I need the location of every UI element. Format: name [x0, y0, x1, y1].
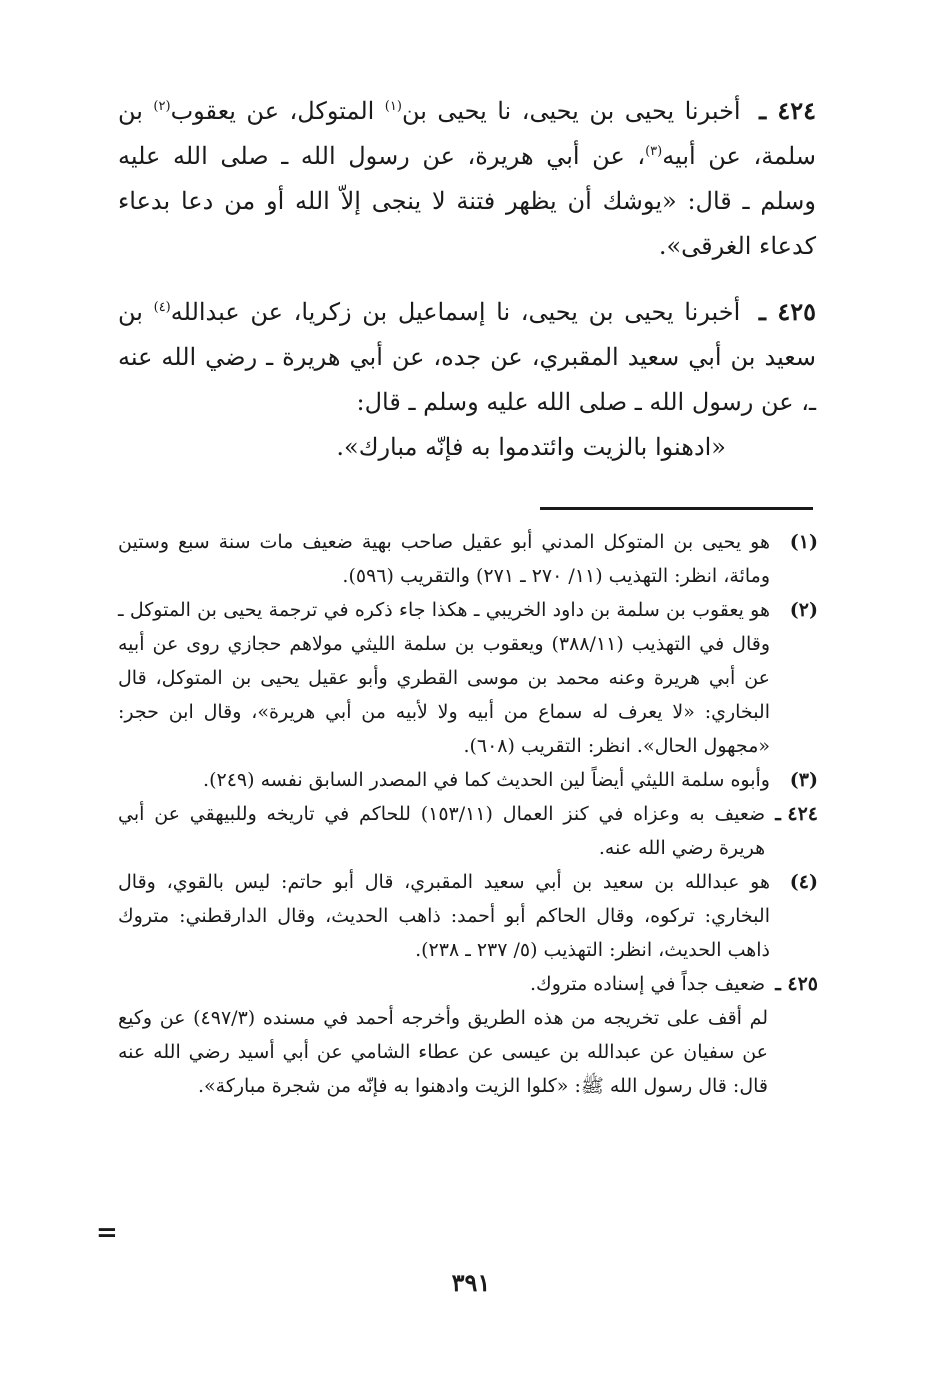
hadith-number: ٤٢٤ ـ: [775, 803, 818, 825]
hadith-425: [118, 289, 816, 470]
main-text: [118, 88, 816, 490]
hadith-quote: «ادهنوا بالزيت وائتدموا به فإنّه مبارك».: [336, 433, 726, 461]
footnote-number: (٢): [789, 599, 818, 621]
hadith-text: أخبرنا يحيى بن يحيى، نا يحيى بن: [401, 97, 741, 125]
footnote-3: [118, 763, 818, 797]
hadith-text: المتوكل، عن يعقوب: [170, 97, 375, 125]
footnote-text: وأبوه سلمة الليثي أيضاً لين الحديث كما في المصدر السابق نفسه (٢٤٩).: [203, 769, 770, 791]
hadith-424: [118, 88, 816, 269]
hadith-number: ٤٢٥ ـ: [758, 297, 816, 326]
footnote-ref[interactable]: (٤): [153, 300, 171, 315]
footnote-number: (٤): [789, 871, 818, 893]
footnote-ref[interactable]: (٣): [645, 144, 663, 159]
hadith-number: ٤٢٥ ـ: [775, 973, 818, 995]
footnote-text: هو عبدالله بن سعيد بن أبي سعيد المقبري، قال أبو حاتم: ليس بالقوي، وقال البخاري: تركوه، وقال الحاكم أبو أحمد: ذاهب الحديث، وقال الدارقطني: متروك ذاهب الحديث، انظر: التهذيب (٥/ ٢٣٧ ـ ٢٣٨).: [118, 871, 770, 961]
footnote-text: هو يحيى بن المتوكل المدني أبو عقيل صاحب بهية ضعيف مات سنة سبع وستين ومائة، انظر: التهذيب (١١/ ٢٧٠ ـ ٢٧١) والتقريب (٥٩٦).: [118, 531, 770, 587]
footnote-number: (٣): [789, 769, 818, 791]
hadith-text: أخبرنا يحيى بن يحيى، نا إسماعيل بن زكريا، عن عبدالله: [170, 298, 741, 326]
footnote-ref[interactable]: (٢): [153, 99, 171, 114]
hadith-text: بن سعيد بن أبي سعيد المقبري، عن جده، عن أبي هريرة ـ رضي الله عنه ـ، عن رسول الله ـ صلى الله عليه وسلم ـ قال:: [118, 298, 816, 416]
footnotes: [118, 525, 818, 1103]
page-number: ٣٩١: [451, 1268, 491, 1297]
continuation-mark: =: [96, 1218, 118, 1248]
hadith-text: بن سلمة، عن أبيه: [118, 97, 816, 170]
footnote-ref[interactable]: (١): [384, 99, 402, 114]
footnote-2: [118, 593, 818, 763]
takhrij-continuation: لم أقف على تخريجه من هذه الطريق وأخرجه أحمد في مسنده (٤٩٧/٣) عن وكيع عن سفيان عن عبدالله بن عيسى عن عطاء الشامي عن أبي أسيد رضي الله عنه قال: قال رسول الله ﷺ: «كلوا الزيت وادهنوا به فإنّه من شجرة مباركة».: [118, 1007, 768, 1097]
footnote-text: هو يعقوب بن سلمة بن داود الخريبي ـ هكذا جاء ذكره في ترجمة يحيى بن المتوكل ـ وقال في التهذيب (٣٨٨/١١) ويعقوب بن سلمة الليثي مولاهم حجازي روى عن أبيه عن أبي هريرة وعنه محمد بن موسى القطري وأبو عقيل يحيى بن المتوكل، قال البخاري: «لا يعرف له سماع من أبيه ولا لأبيه من أبي هريرة»، وقال ابن حجر: «مجهول الحال». انظر: التقريب (٦٠٨).: [118, 599, 770, 757]
takhrij-text: ضعيف جداً في إسناده متروك.: [530, 973, 766, 995]
takhrij-425: [118, 967, 818, 1001]
footnote-divider: [540, 507, 813, 510]
takhrij-text: ضعيف به وعزاه في كنز العمال (١٥٣/١١) للحاكم في تاريخه وللبيهقي عن أبي هريرة رضي الله عنه.: [118, 803, 766, 859]
footnote-1: [118, 525, 818, 593]
hadith-text: ، عن أبي هريرة، عن رسول الله ـ صلى الله عليه وسلم ـ قال: «يوشك أن يظهر فتنة لا ينجى إلاّ الله أو من دعا بدعاء كدعاء الغرقى».: [118, 142, 816, 260]
footnote-4: [118, 865, 818, 967]
takhrij-424: [118, 797, 818, 865]
hadith-number: ٤٢٤ ـ: [759, 96, 816, 125]
footnote-number: (١): [789, 531, 818, 553]
